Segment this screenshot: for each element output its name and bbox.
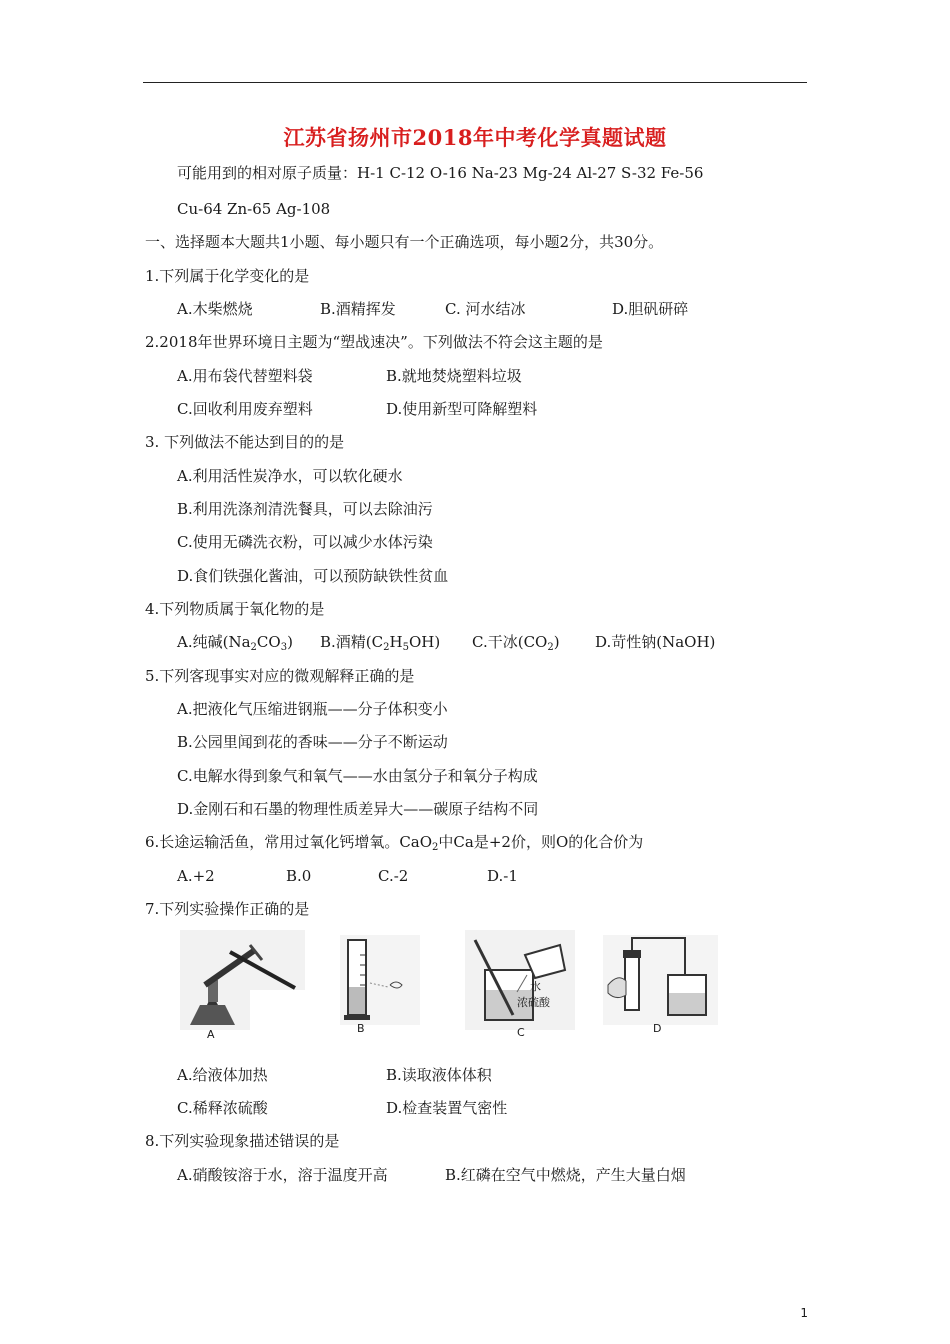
q4-option-c: C.干冰$(CO_2)$ <box>472 633 560 653</box>
q8-option-b: B.红磷在空气中燃烧，产生大量白烟 <box>445 1166 686 1184</box>
q1-option-d: D.胆矾研碎 <box>612 300 689 318</box>
q4-option-b: B.酒精$(C_2H_5OH)$ <box>320 633 441 653</box>
q6-option-a: A.+2 <box>177 867 215 885</box>
atomic-masses-line-2: Cu-64 Zn-65 Ag-108 <box>177 200 331 218</box>
q5-option-a: A.把液化气压缩进钢瓶——分子体积变小 <box>177 700 448 718</box>
q2-option-a: A.用布袋代替塑料袋 <box>177 367 313 385</box>
q5-option-b: B.公园里闻到花的香味——分子不断运动 <box>177 733 448 751</box>
atomic-masses-line-1: 可能用到的相对原子质量：H-1 C-12 O-16 Na-23 Mg-24 Al-27 S-32 Fe-56 <box>177 164 704 182</box>
q1-stem: 1.下列属于化学变化的是 <box>145 267 310 285</box>
q2-option-c: C.回收利用废弃塑料 <box>177 400 313 418</box>
q6-option-b: B.0 <box>286 867 312 885</box>
q3-stem: 3. 下列做法不能达到目的的是 <box>145 433 345 451</box>
q2-option-b: B.就地焚烧塑料垃圾 <box>386 367 522 385</box>
q6-stem: 6.长途运输活鱼，常用过氧化钙增氧。CaO$_2$中Ca是+2价，则O的化合价为 <box>145 833 644 853</box>
figure-b-label: B <box>357 1022 365 1035</box>
q5-stem: 5.下列客现事实对应的微观解释正确的是 <box>145 667 415 685</box>
q5-option-d: D.金刚石和石墨的物理性质差异大——碳原子结构不同 <box>177 800 539 818</box>
header-rule <box>143 82 807 83</box>
q7-option-c: C.稀释浓硫酸 <box>177 1099 268 1117</box>
q2-option-d: D.使用新型可降解塑料 <box>386 400 538 418</box>
q7-option-a: A.给液体加热 <box>177 1066 268 1084</box>
q2-stem: 2.2018年世界环境日主题为“塑战速决”。下列做法不符会这主题的是 <box>145 333 603 351</box>
figure-c-water-label: 水 <box>530 980 541 993</box>
q3-option-b: B.利用洗涤剂清洗餐具，可以去除油污 <box>177 500 433 518</box>
q6-option-d: D.-1 <box>487 867 518 885</box>
figure-c-diluting-acid <box>465 930 575 1030</box>
q1-option-c: C. 河水结冰 <box>445 300 526 318</box>
q6-option-c: C.-2 <box>378 867 409 885</box>
figure-d-airtightness <box>603 935 718 1025</box>
figure-a-heating-liquid <box>180 930 305 1030</box>
figure-c-label: C <box>517 1026 525 1039</box>
figure-a-label: A <box>207 1028 215 1041</box>
q8-stem: 8.下列实验现象描述错误的是 <box>145 1132 340 1150</box>
section-heading: 一、选择题本大题共1小题、每小题只有一个正确选项，每小题2分，共30分。 <box>145 233 664 251</box>
q3-option-a: A.利用活性炭净水，可以软化硬水 <box>177 467 403 485</box>
q3-option-d: D.食们铁强化酱油，可以预防缺铁性贫血 <box>177 567 449 585</box>
q7-option-b: B.读取液体体积 <box>386 1066 492 1084</box>
q1-option-a: A.木柴燃烧 <box>177 300 253 318</box>
q8-option-a: A.硝酸铵溶于水，溶于温度开高 <box>177 1166 388 1184</box>
q4-option-a: A.纯碱$(Na_2CO_3)$ <box>177 633 293 653</box>
figure-c-acid-label: 浓硫酸 <box>517 996 550 1009</box>
q4-option-d: D.苛性钠(NaOH) <box>595 633 716 651</box>
q3-option-c: C.使用无磷洗衣粉，可以减少水体污染 <box>177 533 433 551</box>
q4-stem: 4.下列物质属于氧化物的是 <box>145 600 325 618</box>
q7-option-d: D.检查装置气密性 <box>386 1099 508 1117</box>
q1-option-b: B.酒精挥发 <box>320 300 396 318</box>
q7-figures <box>175 930 735 1045</box>
figure-d-label: D <box>653 1022 662 1035</box>
figure-b-reading-volume <box>340 935 420 1025</box>
page-number: 1 <box>800 1306 808 1320</box>
q5-option-c: C.电解水得到象气和氧气——水由氢分子和氧分子构成 <box>177 767 538 785</box>
q7-stem: 7.下列实验操作正确的是 <box>145 900 310 918</box>
document-title: 江苏省扬州市2018年中考化学真题试题 <box>283 125 667 150</box>
